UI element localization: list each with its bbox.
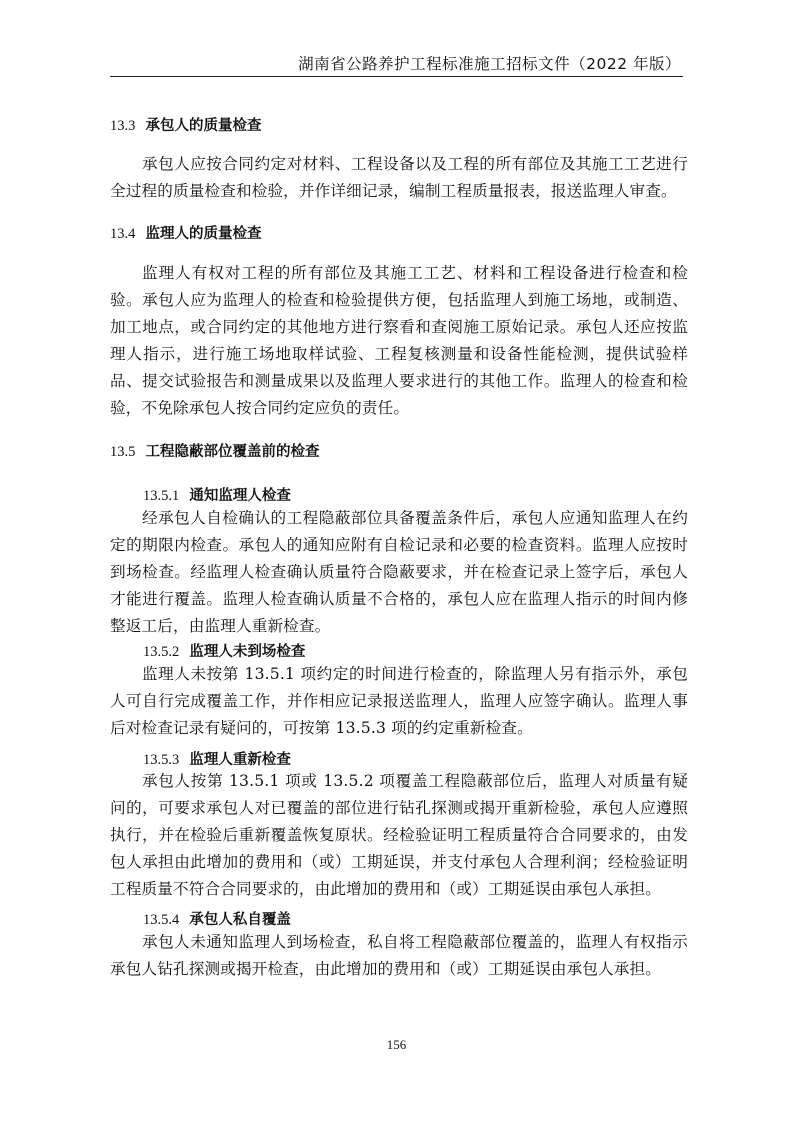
- section-paragraph-13-3: 承包人应按合同约定对材料、工程设备以及工程的所有部位及其施工工艺进行全过程的质量检查和检验，并作详细记录，编制工程质量报表，报送监理人审查。: [110, 155, 688, 200]
- section-title: 承包人的质量检查: [145, 118, 262, 134]
- subsection-title: 监理人未到场检查: [189, 644, 306, 660]
- section-title: 工程隐蔽部位覆盖前的检查: [145, 444, 320, 460]
- section-paragraph-13-4: 监理人有权对工程的所有部位及其施工工艺、材料和工程设备进行检查和检验。承包人应为监理人的检查和检验提供方便，包括监理人到施工场地，或制造、加工地点，或合同约定的其他地方进行察看和查阅施工原始记录。承包人还应按监理人指示，进行施工场地取样试验、工程复核测量和设备性能检测，提供试验样品、提交试验报告和测量成果以及监理人要求进行的其他工作。监理人的检查和检验，不免除承包人按合同约定应负的责任。: [110, 264, 688, 417]
- section-heading-13-4: [110, 222, 688, 243]
- subsection-paragraph-13-5-3: 承包人按第 13.5.1 项或 13.5.2 项覆盖工程隐蔽部位后，监理人对质量有疑问的，可要求承包人对已覆盖的部位进行钻孔探测或揭开重新检验，承包人应遵照执行，并在检验后重新覆盖恢复原状。经检验证明工程质量符合合同要求的，由发包人承担由此增加的费用和（或）工期延误，并支付承包人合理利润；经检验证明工程质量不符合合同要求的，由此增加的费用和（或）工期延误由承包人承担。: [110, 772, 688, 898]
- header-rule: [110, 76, 683, 77]
- subsection-paragraph-13-5-1: 经承包人自检确认的工程隐蔽部位具备覆盖条件后，承包人应通知监理人在约定的期限内检查。承包人的通知应附有自检记录和必要的检查资料。监理人应按时到场检查。经监理人检查确认质量符合隐蔽要求，并在检查记录上签字后，承包人才能进行覆盖。监理人检查确认质量不合格的，承包人应在监理人指示的时间内修整返工后，由监理人重新检查。: [110, 509, 688, 635]
- subsection-number: 13.5.3: [143, 752, 180, 768]
- subsection-title: 通知监理人检查: [189, 488, 291, 504]
- section-number: 13.3: [110, 118, 136, 134]
- subsection-heading-13-5-1: [143, 484, 721, 505]
- subsection-heading-13-5-2: [143, 640, 721, 661]
- subsection-number: 13.5.1: [143, 488, 180, 504]
- page-number: 156: [386, 1037, 407, 1052]
- section-title: 监理人的质量检查: [145, 226, 262, 242]
- subsection-paragraph-13-5-4: 承包人未通知监理人到场检查，私自将工程隐蔽部位覆盖的，监理人有权指示承包人钻孔探测或揭开检查，由此增加的费用和（或）工期延误由承包人承担。: [110, 933, 688, 978]
- section-heading-13-3: [110, 114, 688, 135]
- subsection-heading-13-5-3: [143, 748, 721, 769]
- subsection-title: 监理人重新检查: [189, 752, 291, 768]
- subsection-paragraph-13-5-2: 监理人未按第 13.5.1 项约定的时间进行检查的，除监理人另有指示外，承包人可自行完成覆盖工作，并作相应记录报送监理人，监理人应签字确认。监理人事后对检查记录有疑问的，可按第 13.5.3 项的约定重新检查。: [110, 665, 688, 737]
- section-number: 13.5: [110, 444, 136, 460]
- running-header: 湖南省公路养护工程标准施工招标文件（2022 年版）: [298, 55, 681, 73]
- subsection-number: 13.5.2: [143, 644, 180, 660]
- subsection-number: 13.5.4: [143, 912, 180, 928]
- section-heading-13-5: [110, 440, 688, 461]
- section-number: 13.4: [110, 226, 136, 242]
- subsection-title: 承包人私自覆盖: [189, 912, 291, 928]
- subsection-heading-13-5-4: [143, 908, 721, 929]
